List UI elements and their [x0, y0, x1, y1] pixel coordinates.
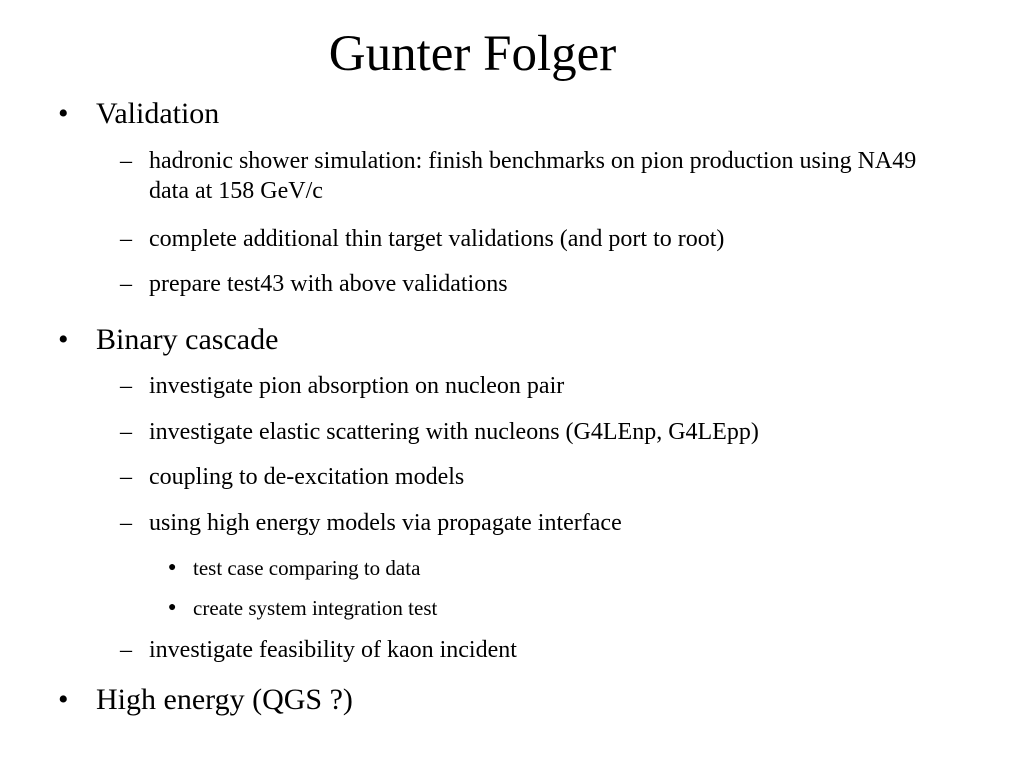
- dash-bullet: –: [120, 464, 132, 490]
- dash-bullet: –: [120, 148, 132, 174]
- list-item-text: investigate pion absorption on nucleon pair: [149, 373, 565, 399]
- dash-bullet: –: [120, 271, 132, 297]
- section-heading-text: Binary cascade: [96, 323, 279, 356]
- dash-bullet: –: [120, 373, 132, 399]
- sub-list-item-text: create system integration test: [193, 596, 438, 620]
- dash-bullet: –: [120, 419, 132, 445]
- list-item-text: coupling to de-excitation models: [149, 464, 465, 490]
- list-item-text: investigate elastic scattering with nucleons (G4LEnp, G4LEpp): [149, 419, 759, 445]
- dot-bullet: ●: [168, 600, 177, 615]
- slide-title: Gunter Folger: [328, 26, 617, 82]
- list-item-text: using high energy models via propagate interface: [149, 510, 622, 536]
- list-item-text: complete additional thin target validations (and port to root): [149, 226, 725, 252]
- dash-bullet: –: [120, 637, 132, 663]
- section-heading-text: Validation: [96, 97, 220, 130]
- section-heading-text: High energy (QGS ?): [96, 683, 353, 716]
- dash-bullet: –: [120, 226, 132, 252]
- list-item-text: prepare test43 with above validations: [149, 271, 508, 297]
- bullet: •: [58, 97, 69, 130]
- list-item-text: investigate feasibility of kaon incident: [149, 637, 517, 663]
- dot-bullet: ●: [168, 560, 177, 575]
- sub-list-item-text: test case comparing to data: [193, 556, 421, 580]
- bullet: •: [58, 323, 69, 356]
- list-item-text: hadronic shower simulation: finish benchmarks on pion production using NA49 data at 158 GeV/c: [149, 148, 917, 204]
- bullet: •: [58, 683, 69, 716]
- dash-bullet: –: [120, 510, 132, 536]
